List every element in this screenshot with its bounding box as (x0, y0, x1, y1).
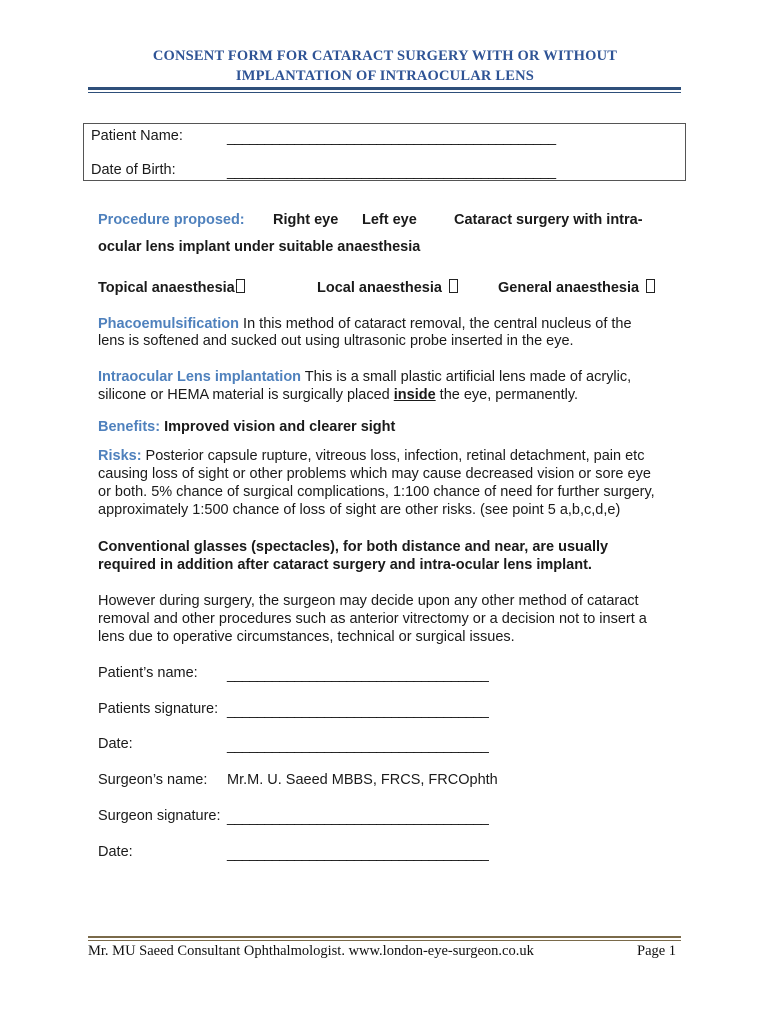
iol-text-1: This is a small plastic artificial lens made of acrylic, (301, 369, 632, 385)
phaco-line-1 (98, 315, 632, 333)
risks-text-1: Posterior capsule rupture, vitreous loss, infection, retinal detachment, pain etc (141, 448, 645, 464)
general-anaesthesia-label: General anaesthesia (498, 280, 640, 296)
right-eye-option[interactable]: Right eye (273, 212, 339, 228)
local-anaesthesia-option[interactable] (317, 279, 458, 297)
surgeon-signature-label: Surgeon signature: (98, 808, 221, 824)
form-title-line-1: CONSENT FORM FOR CATARACT SURGERY WITH OR WITHOUT (152, 48, 618, 64)
checkbox-icon[interactable] (236, 279, 245, 293)
glasses-note-1: Conventional glasses (spectacles), for both distance and near, are usually (98, 539, 609, 555)
patient-signature-field[interactable]: ___________________________________ (227, 703, 489, 719)
surgeon-date-label: Date: (98, 844, 133, 860)
topical-anaesthesia-label: Topical anaesthesia (98, 280, 235, 296)
patient-date-field[interactable]: ___________________________________ (227, 738, 489, 754)
left-eye-option[interactable]: Left eye (362, 212, 417, 228)
risks-text-4: approximately 1:500 chance of loss of sight are other risks. (see point 5 a,b,c,d,e) (98, 502, 621, 518)
page-number: Page 1 (637, 943, 677, 959)
benefits-text: Improved vision and clearer sight (160, 419, 396, 435)
phaco-heading: Phacoemulsification (98, 316, 240, 332)
patient-date-label: Date: (98, 736, 133, 752)
footer-rule-thin (88, 940, 681, 941)
however-line-3: lens due to operative circumstances, technical or surgical issues. (98, 629, 515, 645)
benefits-heading: Benefits: (98, 419, 161, 435)
date-of-birth-field[interactable]: ____________________________________________ (227, 164, 556, 180)
checkbox-icon[interactable] (646, 279, 655, 293)
topical-anaesthesia-option[interactable] (98, 279, 245, 297)
however-line-2: removal and other procedures such as anterior vitrectomy or a decision not to insert a (98, 611, 647, 627)
iol-line-1 (98, 368, 631, 386)
procedure-text-part-1: Cataract surgery with intra- (454, 212, 643, 228)
iol-text-2a: silicone or HEMA material is surgically placed (98, 387, 394, 403)
however-line-1: However during surgery, the surgeon may decide upon any other method of cataract (98, 593, 639, 609)
date-of-birth-label: Date of Birth: (91, 162, 176, 178)
general-anaesthesia-option[interactable] (498, 279, 655, 297)
iol-line-2 (98, 386, 578, 404)
iol-heading: Intraocular Lens implantation (98, 369, 302, 385)
risks-text-2: causing loss of sight or other problems which may cause decreased vision or sore eye (98, 466, 651, 482)
phaco-text-2: lens is softened and sucked out using ultrasonic probe inserted in the eye. (98, 333, 574, 349)
surgeon-name-value: Mr.M. U. Saeed MBBS, FRCS, FRCOphth (227, 772, 498, 788)
checkbox-icon[interactable] (449, 279, 458, 293)
iol-text-inside: inside (393, 387, 436, 403)
surgeon-signature-field[interactable]: ___________________________________ (227, 810, 489, 826)
risks-heading: Risks: (98, 448, 142, 464)
header-rule-thick (88, 87, 681, 90)
patient-name-sig-label: Patient’s name: (98, 665, 198, 681)
surgeon-date-field[interactable]: ___________________________________ (227, 846, 489, 862)
procedure-proposed-label: Procedure proposed: (98, 212, 245, 228)
patient-name-field[interactable]: ____________________________________________ (227, 130, 556, 146)
header-rule-thin (88, 92, 681, 93)
local-anaesthesia-label: Local anaesthesia (317, 280, 442, 296)
surgeon-name-label: Surgeon’s name: (98, 772, 208, 788)
procedure-text-part-2: ocular lens implant under suitable anaesthesia (98, 239, 421, 255)
patient-name-label: Patient Name: (91, 128, 183, 144)
form-title-line-2: IMPLANTATION OF INTRAOCULAR LENS (235, 68, 535, 84)
risks-text-3: or both. 5% chance of surgical complications, 1:100 chance of need for further surgery, (98, 484, 655, 500)
benefits-line (98, 418, 395, 436)
footer-text: Mr. MU Saeed Consultant Ophthalmologist. www.london-eye-surgeon.co.uk (88, 943, 534, 959)
patient-signature-label: Patients signature: (98, 701, 219, 717)
glasses-note-2: required in addition after cataract surgery and intra-ocular lens implant. (98, 557, 592, 573)
risks-line-1 (98, 447, 644, 465)
footer-rule-thick (88, 936, 681, 938)
phaco-text-1: In this method of cataract removal, the central nucleus of the (239, 316, 632, 332)
patient-name-sig-field[interactable]: ___________________________________ (227, 667, 489, 683)
iol-text-2c: the eye, permanently. (435, 387, 579, 403)
